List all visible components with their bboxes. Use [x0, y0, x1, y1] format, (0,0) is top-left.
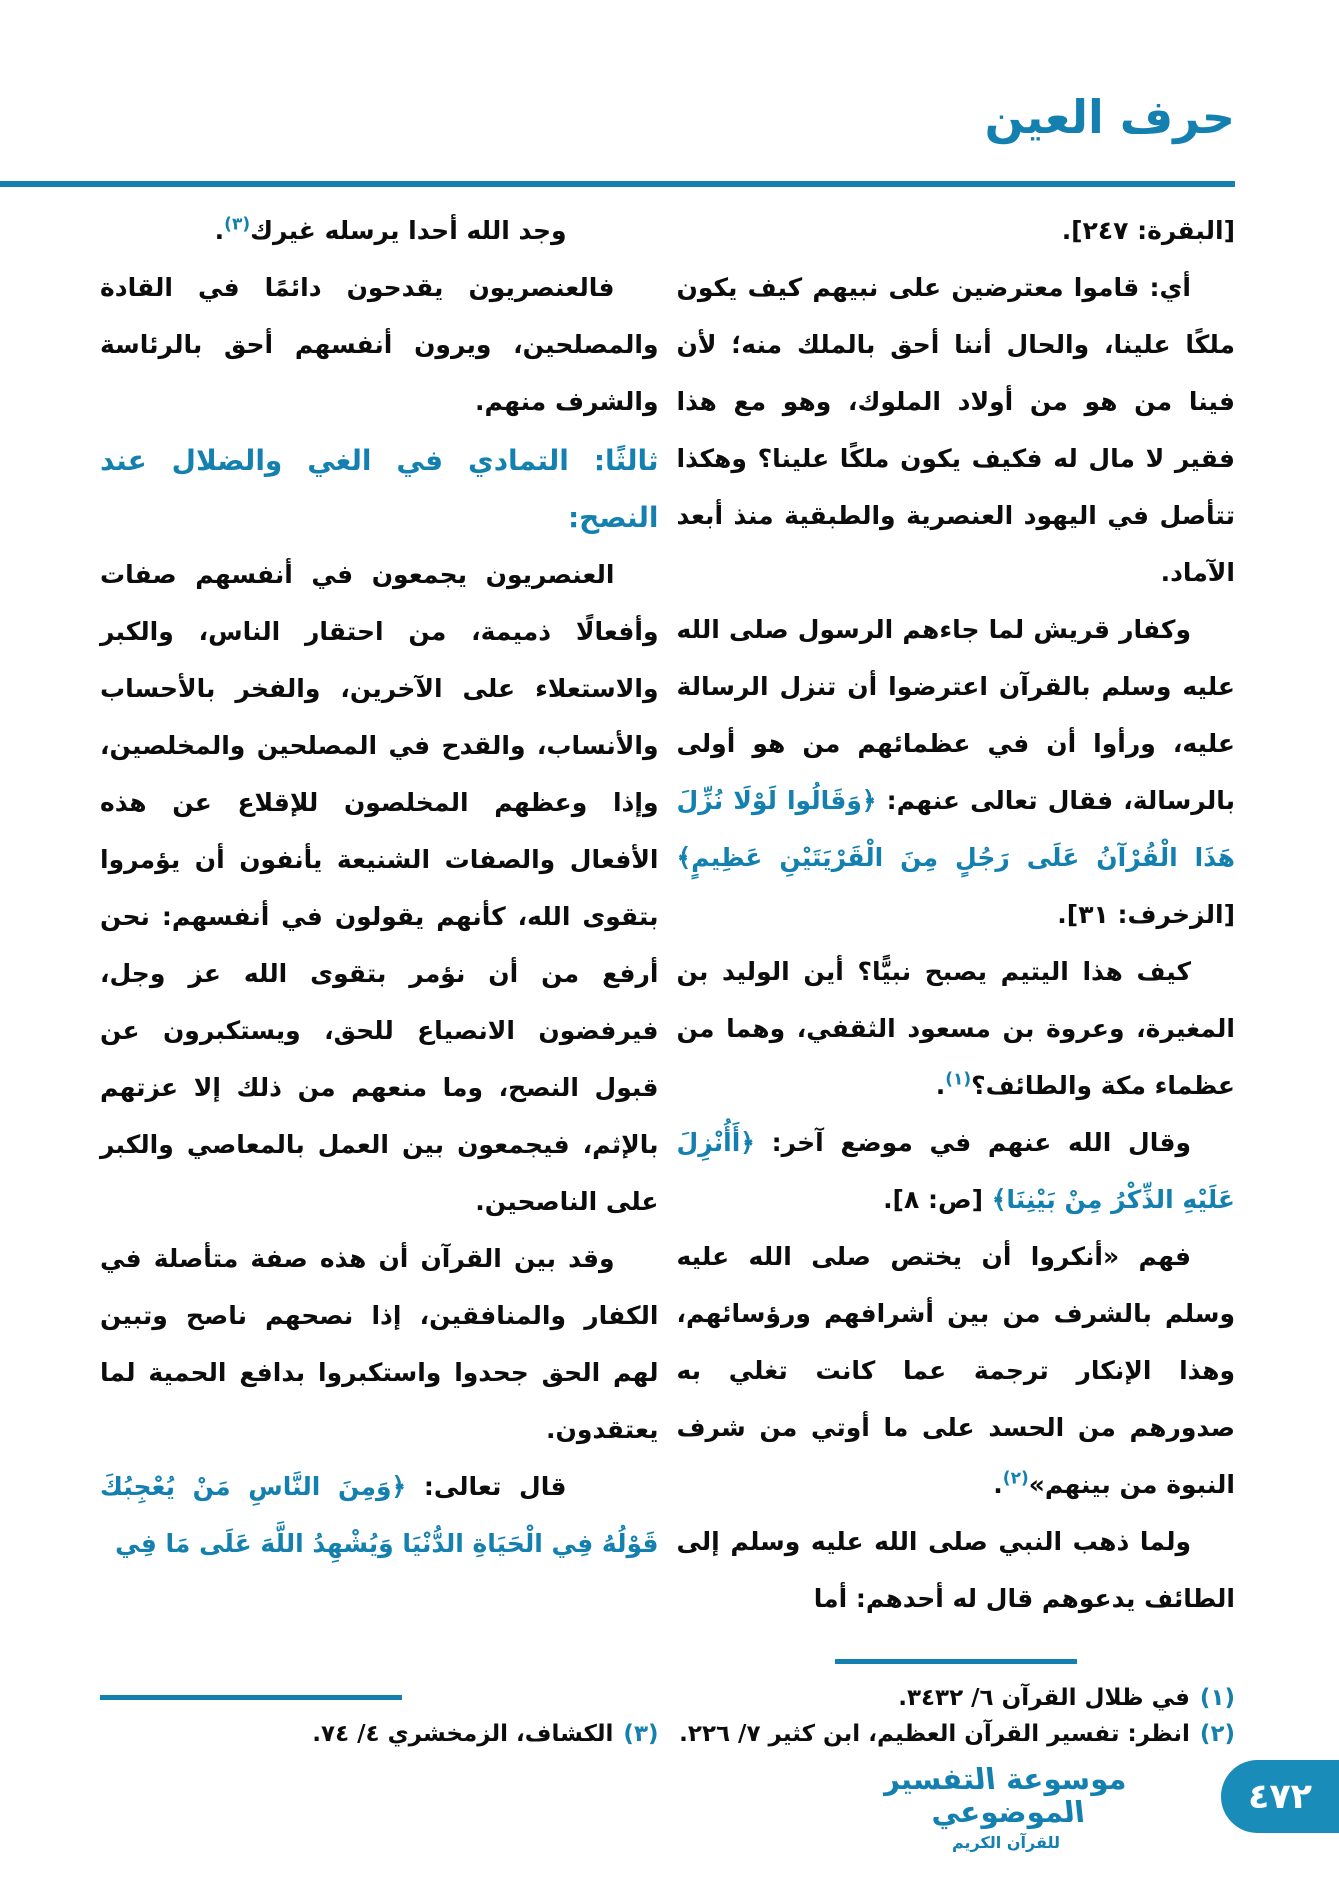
paragraph-text: وقد بين القرآن أن هذه صفة متأصلة في الكفار والمنافقين، إذا نصحهم ناصح وتبين لهم الحق جحدوا واستكبروا بدافع الحمية لما يعتقدون.: [100, 1244, 659, 1444]
footnote-text: انظر: تفسير القرآن العظيم، ابن كثير ٧/ ٢٢٦.: [679, 1721, 1190, 1747]
body-paragraph: [677, 1114, 1236, 1228]
section-heading: [100, 432, 659, 546]
footnote-marker: (١): [945, 1069, 972, 1090]
paragraph-text: وقال الله عنهم في موضع آخر:: [754, 1128, 1191, 1157]
body-paragraph: [100, 1230, 659, 1458]
body-paragraph: [100, 259, 659, 430]
paragraph-text: وجد الله أحدا يرسله غيرك: [250, 216, 567, 245]
quran-verse: ﴿أَأُنْزِلَ عَلَيْهِ الذِّكْرُ مِنْ بَيْنِنَا﴾: [676, 1128, 1235, 1214]
logo-title: موسوعة التفسير الموضوعي: [880, 1761, 1128, 1830]
paragraph-text: .: [935, 1071, 946, 1100]
paragraph-text: فالعنصريون يقدحون دائمًا في القادة والمصلحين، ويرون أنفسهم أحق بالرئاسة والشرف منهم.: [100, 273, 659, 416]
paragraph-text: ولما ذهب النبي صلى الله عليه وسلم إلى الطائف يدعوهم قال له أحدهم: أما: [676, 1527, 1235, 1613]
footnotes-right: [677, 1651, 1236, 1752]
footnote-divider: [100, 1695, 402, 1700]
body-paragraph: [677, 1228, 1236, 1513]
paragraph-text: أي: قاموا معترضين على نبيهم كيف يكون ملكًا علينا، والحال أننا أحق بالملك منه؛ لأن فينا من هو من أولاد الملوك، وهو مع هذا فقير لا مال له فكيف يكون ملكًا علينا؟ وهكذا تتأصل في اليهود العنصرية والطبقية منذ أبعد الآماد.: [676, 273, 1235, 587]
chapter-title: حرف العين: [984, 90, 1235, 144]
footnote-text: الكشاف، الزمخشري ٤/ ٧٤.: [312, 1721, 614, 1747]
body-paragraph: [677, 1513, 1236, 1627]
header-rule: [0, 181, 1235, 187]
verse-reference: [البقرة: ٢٤٧].: [1061, 216, 1235, 245]
footnote-number: (٢): [1199, 1721, 1235, 1747]
footnote-marker: (٢): [1002, 1468, 1029, 1489]
footnote: [677, 1716, 1236, 1752]
footnote-text: في ظلال القرآن ٦/ ٣٤٣٢.: [898, 1685, 1190, 1711]
body-paragraph: [677, 943, 1236, 1114]
paragraph-text: وكفار قريش لما جاءهم الرسول صلى الله عليه وسلم بالقرآن اعترضوا أن تنزل الرسالة عليه، ورأوا أن في عظمائهم من هو أولى بالرسالة، فقال تعالى عنهم:: [676, 615, 1235, 815]
footnotes-left: [100, 1687, 659, 1752]
publisher-logo: [841, 1763, 1171, 1852]
verse-reference: [الزخرف: ٣١].: [1057, 900, 1235, 929]
column-left: [100, 202, 659, 1752]
paragraph-text: العنصريون يجمعون في أنفسهم صفات وأفعالًا ذميمة، من احتقار الناس، والكبر والاستعلاء على الآخرين، والفخر بالأحساب والأنساب، والقدح في المصلحين والمخلصين، وإذا وعظهم المخلصون للإقلاع عن هذه الأفعال والصفات الشنيعة يأنفون أن يؤمروا بتقوى الله، كأنهم يقولون في أنفسهم: نحن أرفع من أن نؤمر بتقوى الله عز وجل، فيرفضون الانصياع للحق، ويستكبرون عن قبول النصح، وما منعهم من ذلك إلا عزتهم بالإثم، فيجمعون بين العمل بالمعاصي والكبر على الناصحين.: [100, 560, 659, 1216]
page-number-badge: [1221, 1760, 1339, 1833]
section-heading-text: ثالثًا: التمادي في الغي والضلال عند النصح:: [100, 444, 659, 534]
footnote-number: (٣): [623, 1721, 659, 1747]
footnote: [100, 1716, 659, 1752]
paragraph-text: .: [214, 216, 225, 245]
paragraph-text: قال تعالى:: [406, 1472, 567, 1501]
body-paragraph: [677, 601, 1236, 943]
footnote-marker: (٣): [224, 214, 251, 235]
footnote-number: (١): [1199, 1685, 1235, 1711]
paragraph-text: فهم «أنكروا أن يختص صلى الله عليه وسلم بالشرف من بين أشرافهم ورؤسائهم، وهذا الإنكار ترجمة عما كانت تغلي به صدورهم من الحسد على ما أوتي من شرف النبوة من بينهم»: [676, 1242, 1235, 1499]
body-paragraph: [100, 202, 659, 259]
paragraph-text: كيف هذا اليتيم يصبح نبيًّا؟ أين الوليد بن المغيرة، وعروة بن مسعود الثقفي، وهما من عظماء مكة والطائف؟: [676, 957, 1235, 1100]
text-columns: [100, 202, 1235, 1752]
quran-verse: ﴿وَمِنَ النَّاسِ مَنْ يُعْجِبُكَ قَوْلُهُ فِي الْحَيَاةِ الدُّنْيَا وَيُشْهِدُ اللَّهَ عَلَى مَا فِي: [100, 1472, 659, 1558]
footnote-divider: [835, 1659, 1077, 1664]
body-paragraph: [100, 546, 659, 1230]
body-paragraph: [100, 1458, 659, 1572]
paragraph-text: .: [993, 1470, 1003, 1499]
verse-reference-line: [677, 202, 1236, 259]
body-paragraph: [677, 259, 1236, 601]
footnote: [677, 1680, 1236, 1716]
column-right: [677, 202, 1236, 1752]
verse-reference: [ص: ٨].: [883, 1185, 992, 1214]
page-number: ٤٧٢: [1247, 1776, 1313, 1817]
logo-subtitle: للقرآن الكريم: [951, 1832, 1061, 1852]
quran-verse: ﴿وَقَالُوا لَوْلَا نُزِّلَ هَذَا الْقُرْآنُ عَلَى رَجُلٍ مِنَ الْقَرْيَتَيْنِ عَظِيمٍ﴾: [676, 786, 1235, 872]
